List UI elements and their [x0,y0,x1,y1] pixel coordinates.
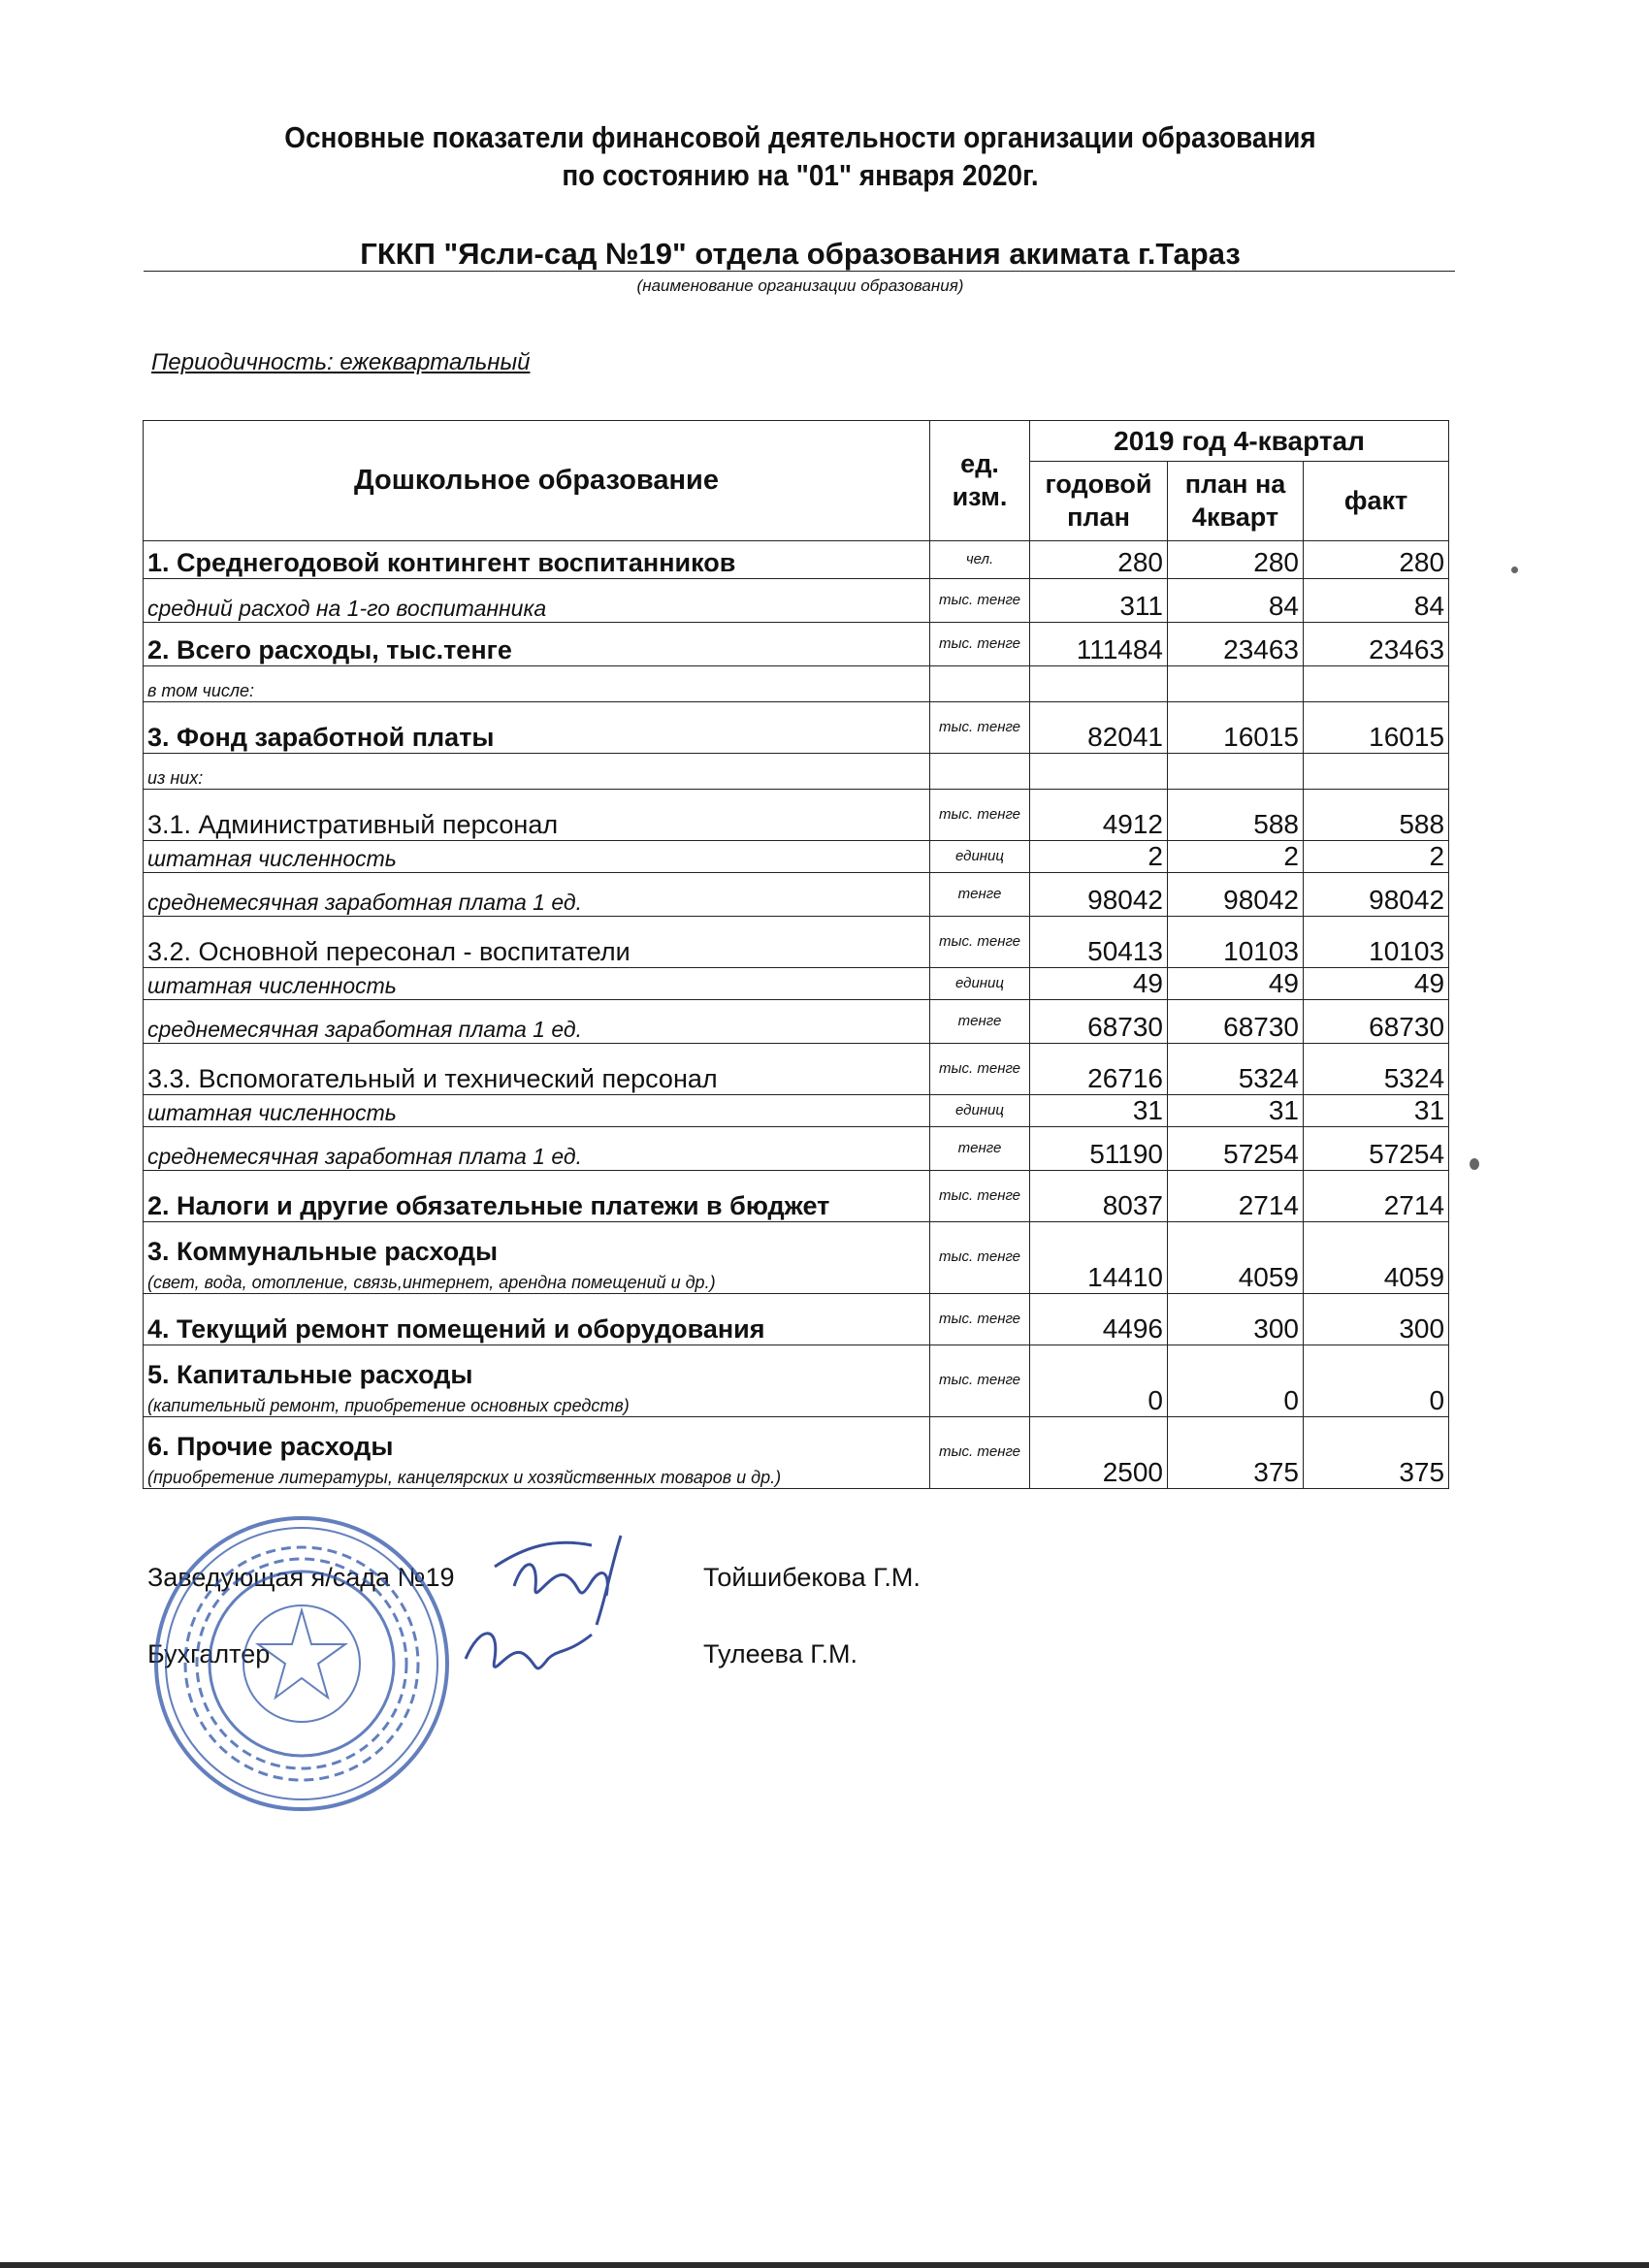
row-label-text: из них: [147,768,204,788]
row-label [144,541,930,579]
row-unit: тыс. тенге [930,1294,1030,1345]
row-label-text: 1. Среднегодовой контингент воспитанников [147,548,736,577]
row-fact [1304,754,1449,790]
row-label [144,1417,930,1489]
row-quarter-plan: 31 [1168,1095,1304,1127]
row-year-plan: 280 [1030,541,1168,579]
row-quarter-plan: 16015 [1168,702,1304,754]
row-unit: тыс. тенге [930,790,1030,841]
financial-table [143,420,1449,1489]
row-label [144,1000,930,1044]
row-label-text: 4. Текущий ремонт помещений и оборудования [147,1314,765,1344]
row-year-plan: 311 [1030,579,1168,623]
row-year-plan: 8037 [1030,1171,1168,1222]
row-label-text: 3.2. Основной пересонал - воспитатели [147,937,630,966]
row-quarter-plan [1168,754,1304,790]
row-label [144,1127,930,1171]
row-year-plan: 4912 [1030,790,1168,841]
table-row [144,1294,1449,1345]
row-label-text: 6. Прочие расходы [147,1432,394,1461]
row-year-plan: 111484 [1030,623,1168,666]
row-label [144,623,930,666]
row-label [144,579,930,623]
row-unit: тыс. тенге [930,1417,1030,1489]
row-fact: 49 [1304,968,1449,1000]
row-label-text: штатная численность [147,973,397,998]
table-row [144,1095,1449,1127]
round-seal-stamp [151,1513,452,1814]
head-position: Заведующая я/сада №19 [147,1563,455,1592]
row-year-plan: 0 [1030,1345,1168,1417]
row-year-plan: 51190 [1030,1127,1168,1171]
row-year-plan: 4496 [1030,1294,1168,1345]
scan-speck [1470,1158,1479,1170]
row-fact: 375 [1304,1417,1449,1489]
row-quarter-plan: 84 [1168,579,1304,623]
accountant-position: Бухгалтер [147,1639,271,1669]
row-label [144,702,930,754]
row-quarter-plan: 5324 [1168,1044,1304,1095]
organization-name: ГККП "Ясли-сад №19" отдела образования акимата г.Тараз [360,237,1241,271]
scan-speck [1511,567,1518,573]
table-row [144,666,1449,702]
row-fact: 98042 [1304,873,1449,917]
table-row [144,623,1449,666]
row-label [144,841,930,873]
row-fact: 23463 [1304,623,1449,666]
organization-caption: (наименование организации образования) [636,276,964,295]
row-year-plan: 68730 [1030,1000,1168,1044]
row-label-text: среднемесячная заработная плата 1 ед. [147,890,582,915]
row-year-plan: 82041 [1030,702,1168,754]
table-row [144,1000,1449,1044]
table-body [144,541,1449,1489]
table-row [144,1127,1449,1171]
row-quarter-plan: 280 [1168,541,1304,579]
row-label [144,917,930,968]
row-fact: 588 [1304,790,1449,841]
row-label [144,1095,930,1127]
row-label-note: (свет, вода, отопление, связь,интернет, арендна помещений и др.) [147,1273,716,1292]
row-quarter-plan: 57254 [1168,1127,1304,1171]
row-quarter-plan: 0 [1168,1345,1304,1417]
row-quarter-plan: 23463 [1168,623,1304,666]
row-quarter-plan: 49 [1168,968,1304,1000]
row-unit: чел. [930,541,1030,579]
row-label-text: 3. Фонд заработной платы [147,723,495,752]
row-label-text: 2. Всего расходы, тыс.тенге [147,635,512,664]
row-unit: тенге [930,873,1030,917]
row-label-note: (капительный ремонт, приобретение основных средств) [147,1396,630,1415]
row-label-text: 5. Капитальные расходы [147,1360,473,1389]
table-row [144,1417,1449,1489]
accountant-name: Тулеева Г.М. [703,1639,858,1669]
row-label-text: 3. Коммунальные расходы [147,1237,499,1266]
report-title-line2: по состоянию на "01" января 2020г. [562,158,1039,192]
row-quarter-plan: 300 [1168,1294,1304,1345]
row-unit: единиц [930,841,1030,873]
row-label [144,666,930,702]
row-fact: 16015 [1304,702,1449,754]
header-year-plan: годовой план [1030,462,1168,541]
row-label [144,1222,930,1294]
row-quarter-plan: 588 [1168,790,1304,841]
row-label-text: 3.3. Вспомогательный и технический персонал [147,1064,718,1093]
periodicity: Периодичность: ежеквартальный [151,349,531,375]
row-unit: тыс. тенге [930,579,1030,623]
row-quarter-plan: 98042 [1168,873,1304,917]
row-unit: единиц [930,1095,1030,1127]
row-label-note: (приобретение литературы, канцелярских и хозяйственных товаров и др.) [147,1468,782,1487]
row-fact: 57254 [1304,1127,1449,1171]
row-year-plan: 26716 [1030,1044,1168,1095]
scan-edge [0,2262,1649,2268]
row-quarter-plan [1168,666,1304,702]
row-label-text: в том числе: [147,681,255,700]
row-unit: тенге [930,1000,1030,1044]
row-quarter-plan: 2 [1168,841,1304,873]
row-fact: 31 [1304,1095,1449,1127]
organization-underline [144,271,1455,272]
row-fact: 10103 [1304,917,1449,968]
table-row [144,917,1449,968]
table-row [144,841,1449,873]
row-unit: тыс. тенге [930,1222,1030,1294]
row-fact: 300 [1304,1294,1449,1345]
row-year-plan [1030,754,1168,790]
row-year-plan: 49 [1030,968,1168,1000]
row-fact: 5324 [1304,1044,1449,1095]
table-row [144,579,1449,623]
header-fact: факт [1304,462,1449,541]
row-quarter-plan: 4059 [1168,1222,1304,1294]
table-row [144,873,1449,917]
row-unit: тыс. тенге [930,702,1030,754]
row-fact: 0 [1304,1345,1449,1417]
header-period: 2019 год 4-квартал [1030,421,1449,462]
row-label-text: 2. Налоги и другие обязательные платежи в бюджет [147,1191,830,1220]
row-label [144,1294,930,1345]
row-quarter-plan: 375 [1168,1417,1304,1489]
row-year-plan [1030,666,1168,702]
row-fact: 84 [1304,579,1449,623]
row-year-plan: 50413 [1030,917,1168,968]
header-unit: ед. изм. [930,421,1030,541]
table-row [144,702,1449,754]
row-label-text: среднемесячная заработная плата 1 ед. [147,1017,582,1042]
table-row [144,968,1449,1000]
row-fact: 2 [1304,841,1449,873]
row-quarter-plan: 2714 [1168,1171,1304,1222]
row-label-text: среднемесячная заработная плата 1 ед. [147,1144,582,1169]
row-unit: тыс. тенге [930,623,1030,666]
row-year-plan: 31 [1030,1095,1168,1127]
table-row [144,754,1449,790]
row-fact: 4059 [1304,1222,1449,1294]
row-label-text: штатная численность [147,1100,397,1125]
row-label [144,1345,930,1417]
row-fact: 280 [1304,541,1449,579]
row-year-plan: 98042 [1030,873,1168,917]
row-fact: 2714 [1304,1171,1449,1222]
row-label [144,873,930,917]
header-section-title: Дошкольное образование [144,421,930,541]
table-row [144,790,1449,841]
row-unit: тыс. тенге [930,917,1030,968]
table-row [144,1044,1449,1095]
table-row [144,541,1449,579]
table-row [144,1222,1449,1294]
table-row [144,1345,1449,1417]
header-quarter-plan: план на 4кварт [1168,462,1304,541]
row-label [144,790,930,841]
report-title-line1: Основные показатели финансовой деятельности организации образования [284,120,1316,154]
head-name: Тойшибекова Г.М. [703,1563,921,1592]
row-year-plan: 14410 [1030,1222,1168,1294]
row-fact [1304,666,1449,702]
row-quarter-plan: 10103 [1168,917,1304,968]
row-quarter-plan: 68730 [1168,1000,1304,1044]
row-label-text: штатная численность [147,846,397,871]
row-unit: тыс. тенге [930,1345,1030,1417]
row-unit: тыс. тенге [930,1171,1030,1222]
table-row [144,1171,1449,1222]
row-unit [930,666,1030,702]
row-unit [930,754,1030,790]
row-label-text: 3.1. Административный персонал [147,810,559,839]
row-label [144,754,930,790]
row-label [144,968,930,1000]
row-label-text: средний расход на 1-го воспитанника [147,596,547,621]
row-year-plan: 2 [1030,841,1168,873]
row-label [144,1044,930,1095]
row-unit: единиц [930,968,1030,1000]
row-fact: 68730 [1304,1000,1449,1044]
row-unit: тыс. тенге [930,1044,1030,1095]
row-unit: тенге [930,1127,1030,1171]
accountant-signature [456,1615,601,1693]
row-year-plan: 2500 [1030,1417,1168,1489]
row-label [144,1171,930,1222]
